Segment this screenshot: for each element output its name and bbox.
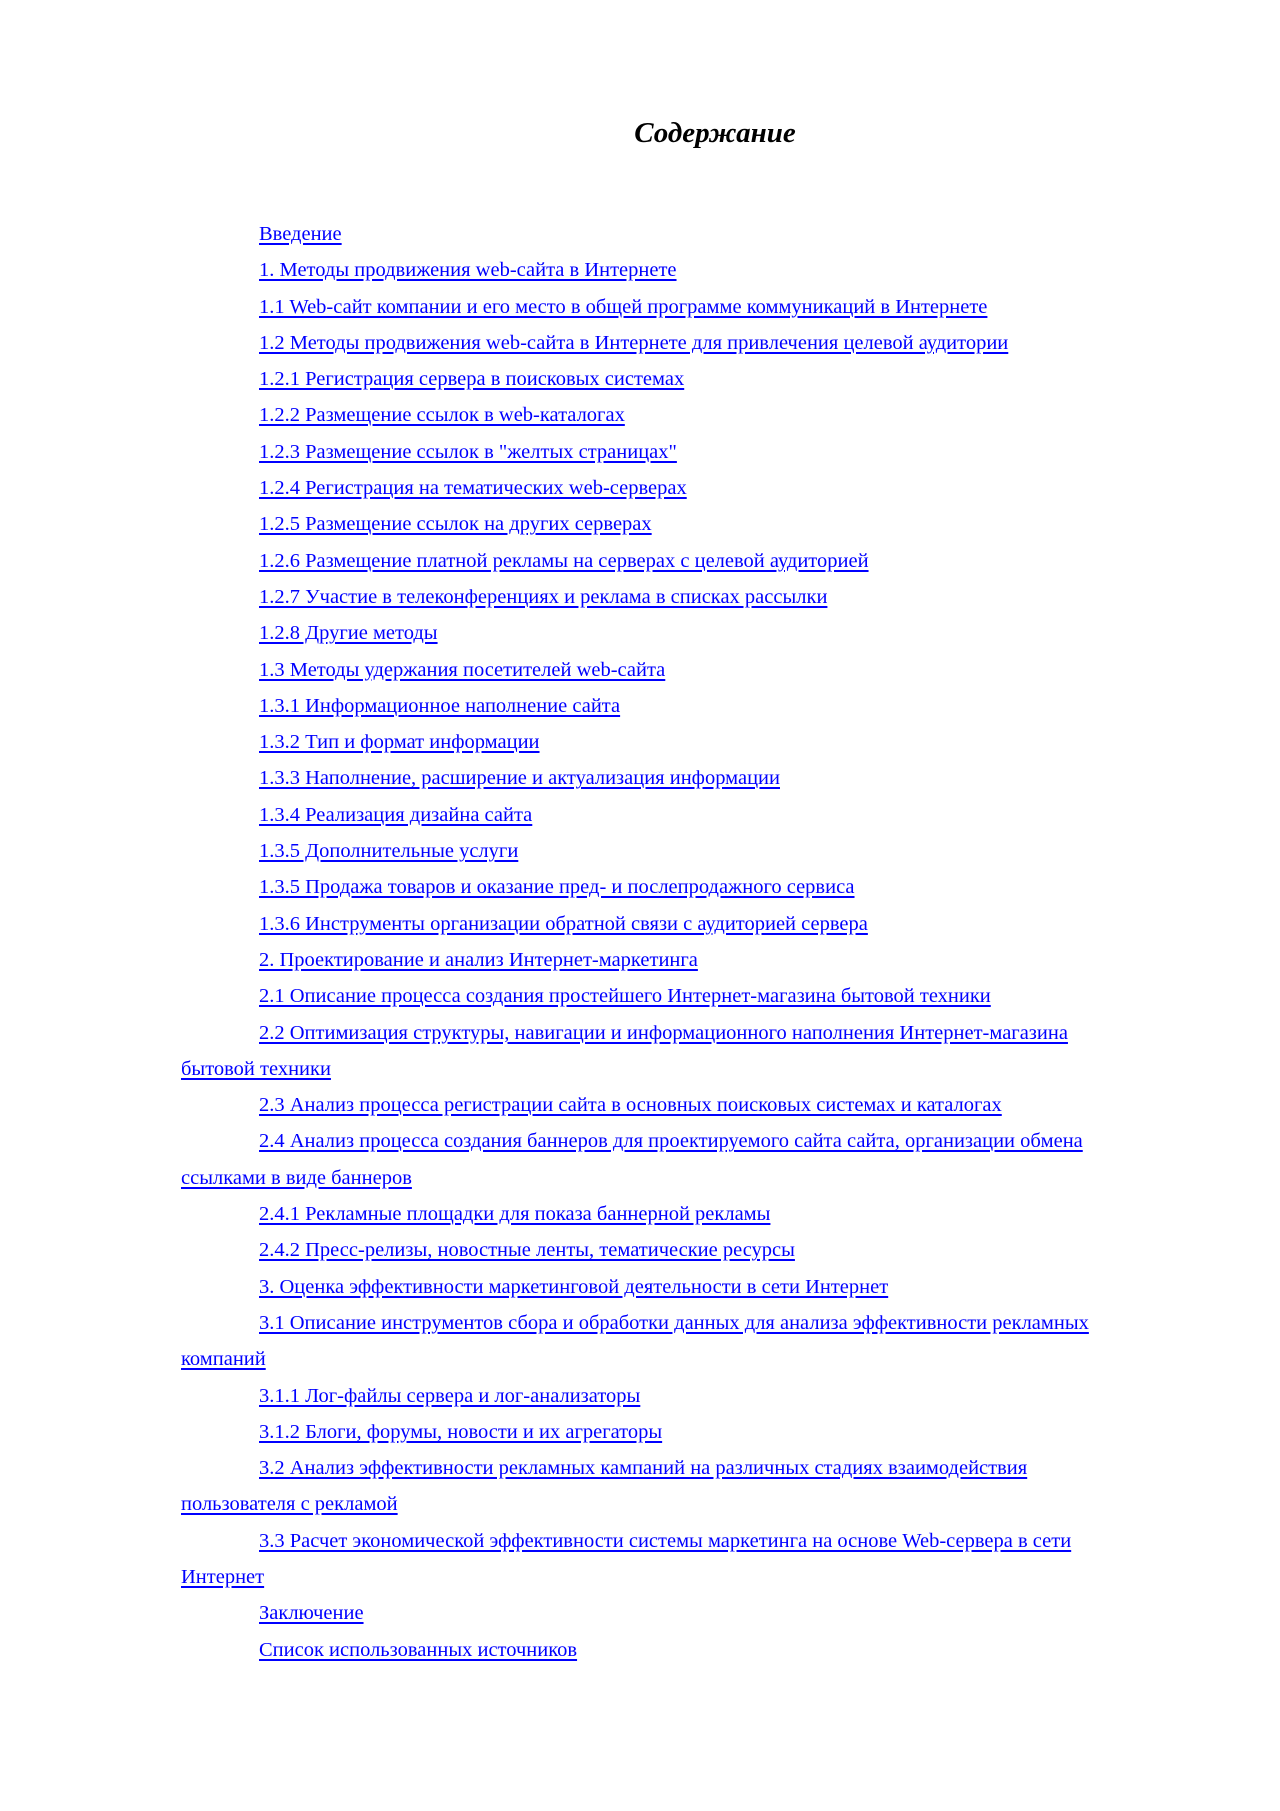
toc-entry bbox=[181, 289, 1143, 325]
toc-entry bbox=[181, 1123, 1143, 1196]
toc-link[interactable]: 1.3.5 Продажа товаров и оказание пред- и послепродажного сервиса bbox=[259, 876, 855, 899]
toc-entry bbox=[181, 652, 1143, 688]
toc-link[interactable]: 1.3.2 Тип и формат информации bbox=[259, 731, 540, 754]
toc-link[interactable]: 1.3.3 Наполнение, расширение и актуализация информации bbox=[259, 767, 780, 790]
toc-entry bbox=[181, 470, 1143, 506]
toc-entry bbox=[181, 978, 1143, 1014]
toc-link[interactable]: 2.2 Оптимизация структуры, навигации и информационного наполнения Интернет-магазина бытовой техники bbox=[181, 1021, 1068, 1080]
toc-link[interactable]: 1.3.1 Информационное наполнение сайта bbox=[259, 694, 621, 717]
toc-link[interactable]: 2.3 Анализ процесса регистрации сайта в основных поисковых системах и каталогах bbox=[259, 1094, 1002, 1117]
toc-link[interactable]: 1.3.5 Дополнительные услуги bbox=[259, 840, 519, 863]
toc-entry bbox=[181, 506, 1143, 542]
toc-link[interactable]: 1.3.6 Инструменты организации обратной связи с аудиторией сервера bbox=[259, 912, 868, 935]
toc-entry bbox=[181, 252, 1143, 288]
toc-link[interactable]: 1.3.4 Реализация дизайна сайта bbox=[259, 803, 533, 826]
toc-entry bbox=[181, 1305, 1143, 1378]
toc-entry bbox=[181, 724, 1143, 760]
toc-link[interactable]: 3.1.2 Блоги, форумы, новости и их агрегаторы bbox=[259, 1420, 663, 1443]
toc-entry bbox=[181, 434, 1143, 470]
toc-entry bbox=[181, 216, 1143, 252]
toc-link[interactable]: Заключение bbox=[259, 1602, 364, 1625]
toc-link[interactable]: 1.2.3 Размещение ссылок в "желтых страницах" bbox=[259, 440, 677, 463]
table-of-contents bbox=[181, 216, 1143, 1668]
toc-link[interactable]: 2.4.2 Пресс-релизы, новостные ленты, тематические ресурсы bbox=[259, 1239, 795, 1262]
toc-link[interactable]: 1.2.7 Участие в телеконференциях и реклама в списках рассылки bbox=[259, 585, 828, 608]
toc-entry bbox=[181, 325, 1143, 361]
toc-entry bbox=[181, 543, 1143, 579]
toc-link[interactable]: 3.1.1 Лог-файлы сервера и лог-анализаторы bbox=[259, 1384, 641, 1407]
toc-entry bbox=[181, 869, 1143, 905]
toc-link[interactable]: 1.2.1 Регистрация сервера в поисковых системах bbox=[259, 368, 685, 391]
toc-entry bbox=[181, 1015, 1143, 1088]
toc-entry bbox=[181, 615, 1143, 651]
toc-entry bbox=[181, 1196, 1143, 1232]
toc-entry bbox=[181, 688, 1143, 724]
toc-entry bbox=[181, 1523, 1143, 1596]
toc-link[interactable]: 1.2.8 Другие методы bbox=[259, 622, 438, 645]
toc-entry bbox=[181, 942, 1143, 978]
toc-link[interactable]: 1.2.2 Размещение ссылок в web-каталогах bbox=[259, 404, 625, 427]
toc-entry bbox=[181, 1450, 1143, 1523]
toc-link[interactable]: 2. Проектирование и анализ Интернет-маркетинга bbox=[259, 948, 698, 971]
toc-link[interactable]: 1.2.6 Размещение платной рекламы на серверах с целевой аудиторией bbox=[259, 549, 869, 572]
toc-entry bbox=[181, 361, 1143, 397]
toc-link[interactable]: 3.3 Расчет экономической эффективности системы маркетинга на основе Web-сервера в сети Интернет bbox=[181, 1529, 1072, 1588]
toc-entry bbox=[181, 1595, 1143, 1631]
page-title: Содержание bbox=[634, 117, 796, 149]
toc-entry bbox=[181, 1632, 1143, 1668]
toc-link[interactable]: 3.2 Анализ эффективности рекламных кампаний на различных стадиях взаимодействия пользователя с рекламой bbox=[181, 1457, 1028, 1516]
toc-entry bbox=[181, 833, 1143, 869]
toc-link[interactable]: 3. Оценка эффективности маркетинговой деятельности в сети Интернет bbox=[259, 1275, 889, 1298]
toc-link[interactable]: 1. Методы продвижения web-сайта в Интернете bbox=[259, 259, 677, 282]
toc-link[interactable]: 1.3 Методы удержания посетителей web-сайта bbox=[259, 658, 666, 681]
toc-link[interactable]: 2.4.1 Рекламные площадки для показа баннерной рекламы bbox=[259, 1203, 771, 1226]
toc-link[interactable]: Список использованных источников bbox=[259, 1638, 578, 1661]
toc-entry bbox=[181, 760, 1143, 796]
toc-link[interactable]: 2.1 Описание процесса создания простейшего Интернет-магазина бытовой техники bbox=[259, 985, 991, 1008]
toc-link[interactable]: 2.4 Анализ процесса создания баннеров для проектируемого сайта сайта, организации обмена ссылками в виде баннеров bbox=[181, 1130, 1083, 1189]
toc-entry bbox=[181, 1087, 1143, 1123]
toc-entry bbox=[181, 1269, 1143, 1305]
toc-link[interactable]: 3.1 Описание инструментов сбора и обработки данных для анализа эффективности рекламных компаний bbox=[181, 1311, 1089, 1371]
toc-entry bbox=[181, 1378, 1143, 1414]
toc-entry bbox=[181, 1414, 1143, 1450]
toc-link[interactable]: Введение bbox=[259, 223, 342, 245]
toc-entry bbox=[181, 579, 1143, 615]
toc-entry bbox=[181, 797, 1143, 833]
toc-entry bbox=[181, 1232, 1143, 1268]
toc-link[interactable]: 1.2.5 Размещение ссылок на других серверах bbox=[259, 513, 652, 536]
toc-link[interactable]: 1.1 Web-сайт компании и его место в общей программе коммуникаций в Интернете bbox=[259, 295, 988, 318]
toc-link[interactable]: 1.2.4 Регистрация на тематических web-серверах bbox=[259, 477, 687, 500]
toc-entry bbox=[181, 906, 1143, 942]
toc-link[interactable]: 1.2 Методы продвижения web-сайта в Интернете для привлечения целевой аудитории bbox=[259, 331, 1009, 354]
toc-entry bbox=[181, 397, 1143, 433]
